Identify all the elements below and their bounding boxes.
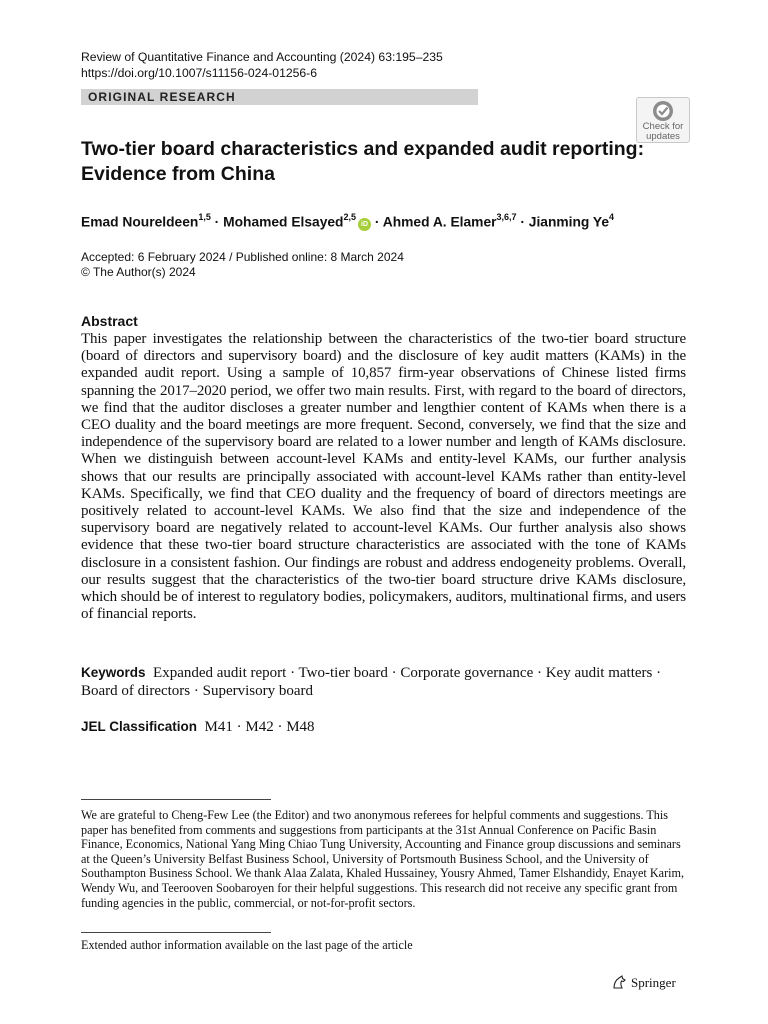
author-separator: · bbox=[210, 214, 224, 230]
section-label: ORIGINAL RESEARCH bbox=[88, 90, 236, 104]
check-updates-line2: updates bbox=[646, 130, 680, 142]
journal-citation: Review of Quantitative Finance and Accounting (2024) 63:195–235 bbox=[81, 50, 443, 64]
author-affiliation: 2,5 bbox=[343, 212, 356, 222]
springer-horse-icon bbox=[611, 974, 627, 990]
author-name[interactable]: Ahmed A. Elamer bbox=[382, 214, 497, 230]
jel-codes: M41 · M42 · M48 bbox=[204, 719, 315, 735]
paper-title: Two-tier board characteristics and expanded audit reporting: Evidence from China bbox=[81, 138, 645, 185]
footnote-divider bbox=[81, 799, 271, 800]
orcid-icon[interactable]: iD bbox=[358, 218, 371, 231]
author-list bbox=[81, 209, 614, 232]
author-separator: · bbox=[516, 214, 529, 230]
author-name[interactable]: Mohamed Elsayed bbox=[223, 214, 344, 230]
author-name[interactable]: Jianming Ye bbox=[528, 214, 610, 230]
footnote-divider bbox=[81, 932, 271, 933]
jel-heading: JEL Classification bbox=[81, 719, 198, 734]
extended-author-info: Extended author information available on the last page of the article bbox=[81, 938, 413, 952]
publisher-name: Springer bbox=[631, 975, 676, 990]
author-affiliation: 1,5 bbox=[198, 212, 211, 222]
keywords-text: Expanded audit report · Two-tier board · Corporate governance · Key audit matters · Board of directors · Supervisory board bbox=[81, 665, 662, 699]
springer-logo bbox=[611, 974, 676, 992]
author-affiliation: 4 bbox=[609, 212, 615, 222]
author-separator: · bbox=[371, 214, 383, 230]
check-updates-icon bbox=[650, 100, 676, 122]
journal-header bbox=[81, 49, 443, 81]
copyright-line: © The Author(s) 2024 bbox=[81, 265, 196, 279]
author-affiliation: 3,6,7 bbox=[496, 212, 517, 222]
abstract-heading: Abstract bbox=[81, 313, 138, 329]
section-label-bar bbox=[81, 89, 478, 105]
abstract-body: This paper investigates the relationship between the characteristics of the two-tier board structure (board of directors and supervisory board) and the disclosure of key audit matters (KAMs) in the expanded audit report. Using a sample of 10,857 firm-year observations of Chinese listed firms spanning the 2017–2020 period, we offer two main results. First, with regard to the board of directors, we find that the auditor discloses a greater number and lengthier content of KAMs when there is a CEO duality and the board meetings are more frequent. Second, conversely, we find that the size and independence of the supervisory board are related to a lower number and length of KAMs disclosure. When we distinguish between account-level KAMs and entity-level KAMs, our further analysis shows that our results are principally associated with account-level KAMs rather than entity-level KAMs. Specifically, we find that CEO duality and the frequency of board of directors meetings are positively related to account-level KAMs. We also find that the size and independence of the supervisory board are negatively related to account-level KAMs. Our further analysis also shows evidence that these two-tier board structure characteristics are associated with the tone of KAMs disclosure in a consistent fashion. Our findings are robust and address endogeneity problems. Overall, our results suggest that the characteristics of the two-tier board structure drive KAMs disclosure, which should be of interest to regulatory bodies, policymakers, auditors, multinational firms, and users of financial reports. bbox=[81, 331, 686, 623]
jel-block bbox=[81, 718, 315, 736]
check-updates-line1: Check for bbox=[642, 121, 684, 132]
accepted-published-line: Accepted: 6 February 2024 / Published online: 8 March 2024 bbox=[81, 250, 404, 264]
author-name[interactable]: Emad Noureldeen bbox=[81, 214, 199, 230]
publication-dates bbox=[81, 250, 404, 280]
keywords-heading: Keywords bbox=[81, 665, 146, 680]
doi-link[interactable]: https://doi.org/10.1007/s11156-024-01256-6 bbox=[81, 66, 318, 80]
keywords-block bbox=[81, 664, 686, 700]
acknowledgement-footnote: We are grateful to Cheng-Few Lee (the Editor) and two anonymous referees for helpful comments and suggestions. This paper has benefited from comments and suggestions from participants at the 31st Annual Conference on Pacific Basin Finance, Economics, National Yang Ming Chiao Tung University, Accounting and Finance group discussions and seminars at the Queen’s University Belfast Business School, University of Portsmouth Business School, and the University of Southampton Business School. We thank Alaa Zalata, Khaled Hussainey, Yousry Ahmed, Tamer Elshandidy, Enayet Karim, Wendy Wu, and Teerooven Soobaroyen for their helpful suggestions. This research did not receive any specific grant from funding agencies in the public, commercial, or not-for-profit sectors. bbox=[81, 808, 685, 910]
